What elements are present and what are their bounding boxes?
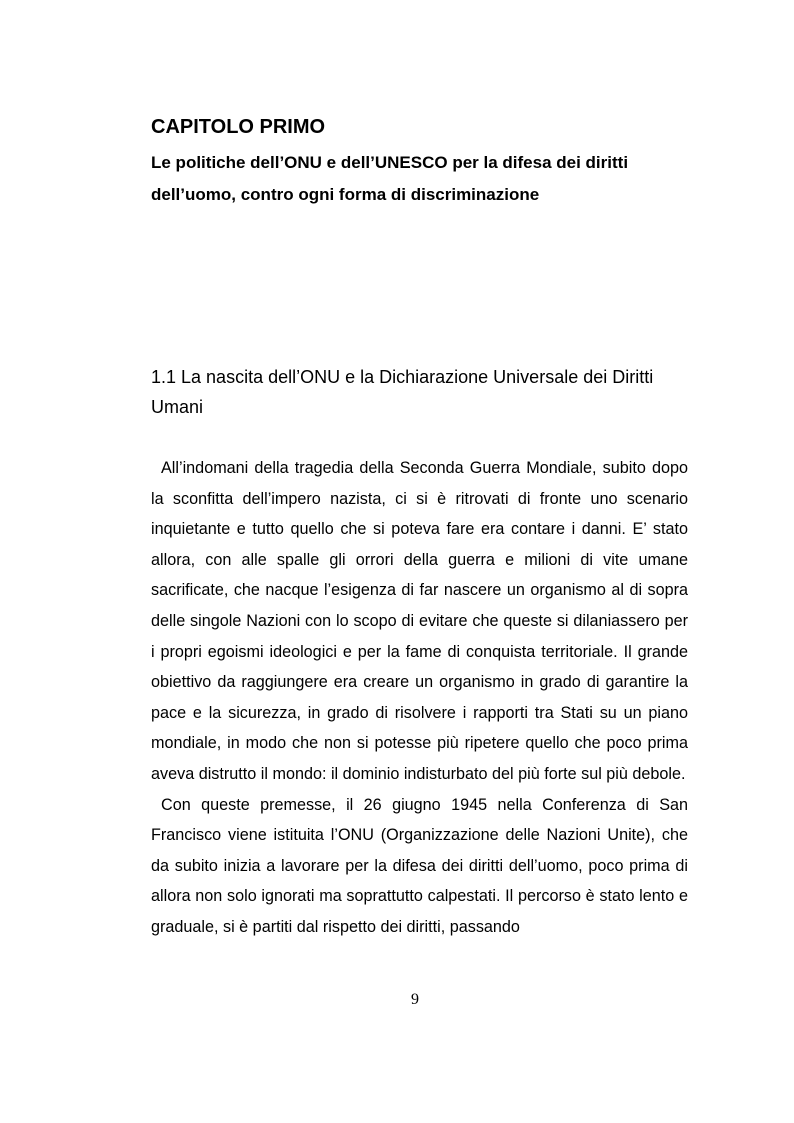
chapter-label: CAPITOLO PRIMO: [151, 116, 326, 138]
chapter-title: Le politiche dell’ONU e dell’UNESCO per la difesa dei diritti dell’uomo, contro ogni forma di discriminazione: [151, 153, 629, 204]
paragraph: Con queste premesse, il 26 giugno 1945 nella Conferenza di San Francisco viene istituita l’ONU (Organizzazione delle Nazioni Unite), che da subito inizia a lavorare per la difesa dei diritti dell’uomo, poco prima di allora non solo ignorati ma soprattutto calpestati. Il percorso è stato lento e graduale, si è partiti dal rispetto dei diritti, passando: [151, 795, 688, 936]
body-text: [151, 453, 688, 943]
paragraph: All’indomani della tragedia della Seconda Guerra Mondiale, subito dopo la sconfitta dell’impero nazista, ci si è ritrovati di fronte uno scenario inquietante e tutto quello che si poteva fare era contare i danni. E’ stato allora, con alle spalle gli orrori della guerra e milioni di vite umane sacrificate, che nacque l’esigenza di far nascere un organismo al di sopra delle singole Nazioni con lo scopo di evitare che queste si dilaniassero per i propri egoismi ideologici e per la fame di conquista territoriale. Il grande obiettivo da raggiungere era creare un organismo in grado di garantire la pace e la sicurezza, in grado di risolvere i rapporti tra Stati su un piano mondiale, in modo che non si potesse più ripetere quello che poco prima aveva distrutto il mondo: il dominio indisturbato del più forte sul più debole.: [151, 459, 688, 783]
page-number: 9: [411, 991, 419, 1008]
section-heading: 1.1 La nascita dell’ONU e la Dichiarazione Universale dei Diritti Umani: [151, 367, 654, 417]
